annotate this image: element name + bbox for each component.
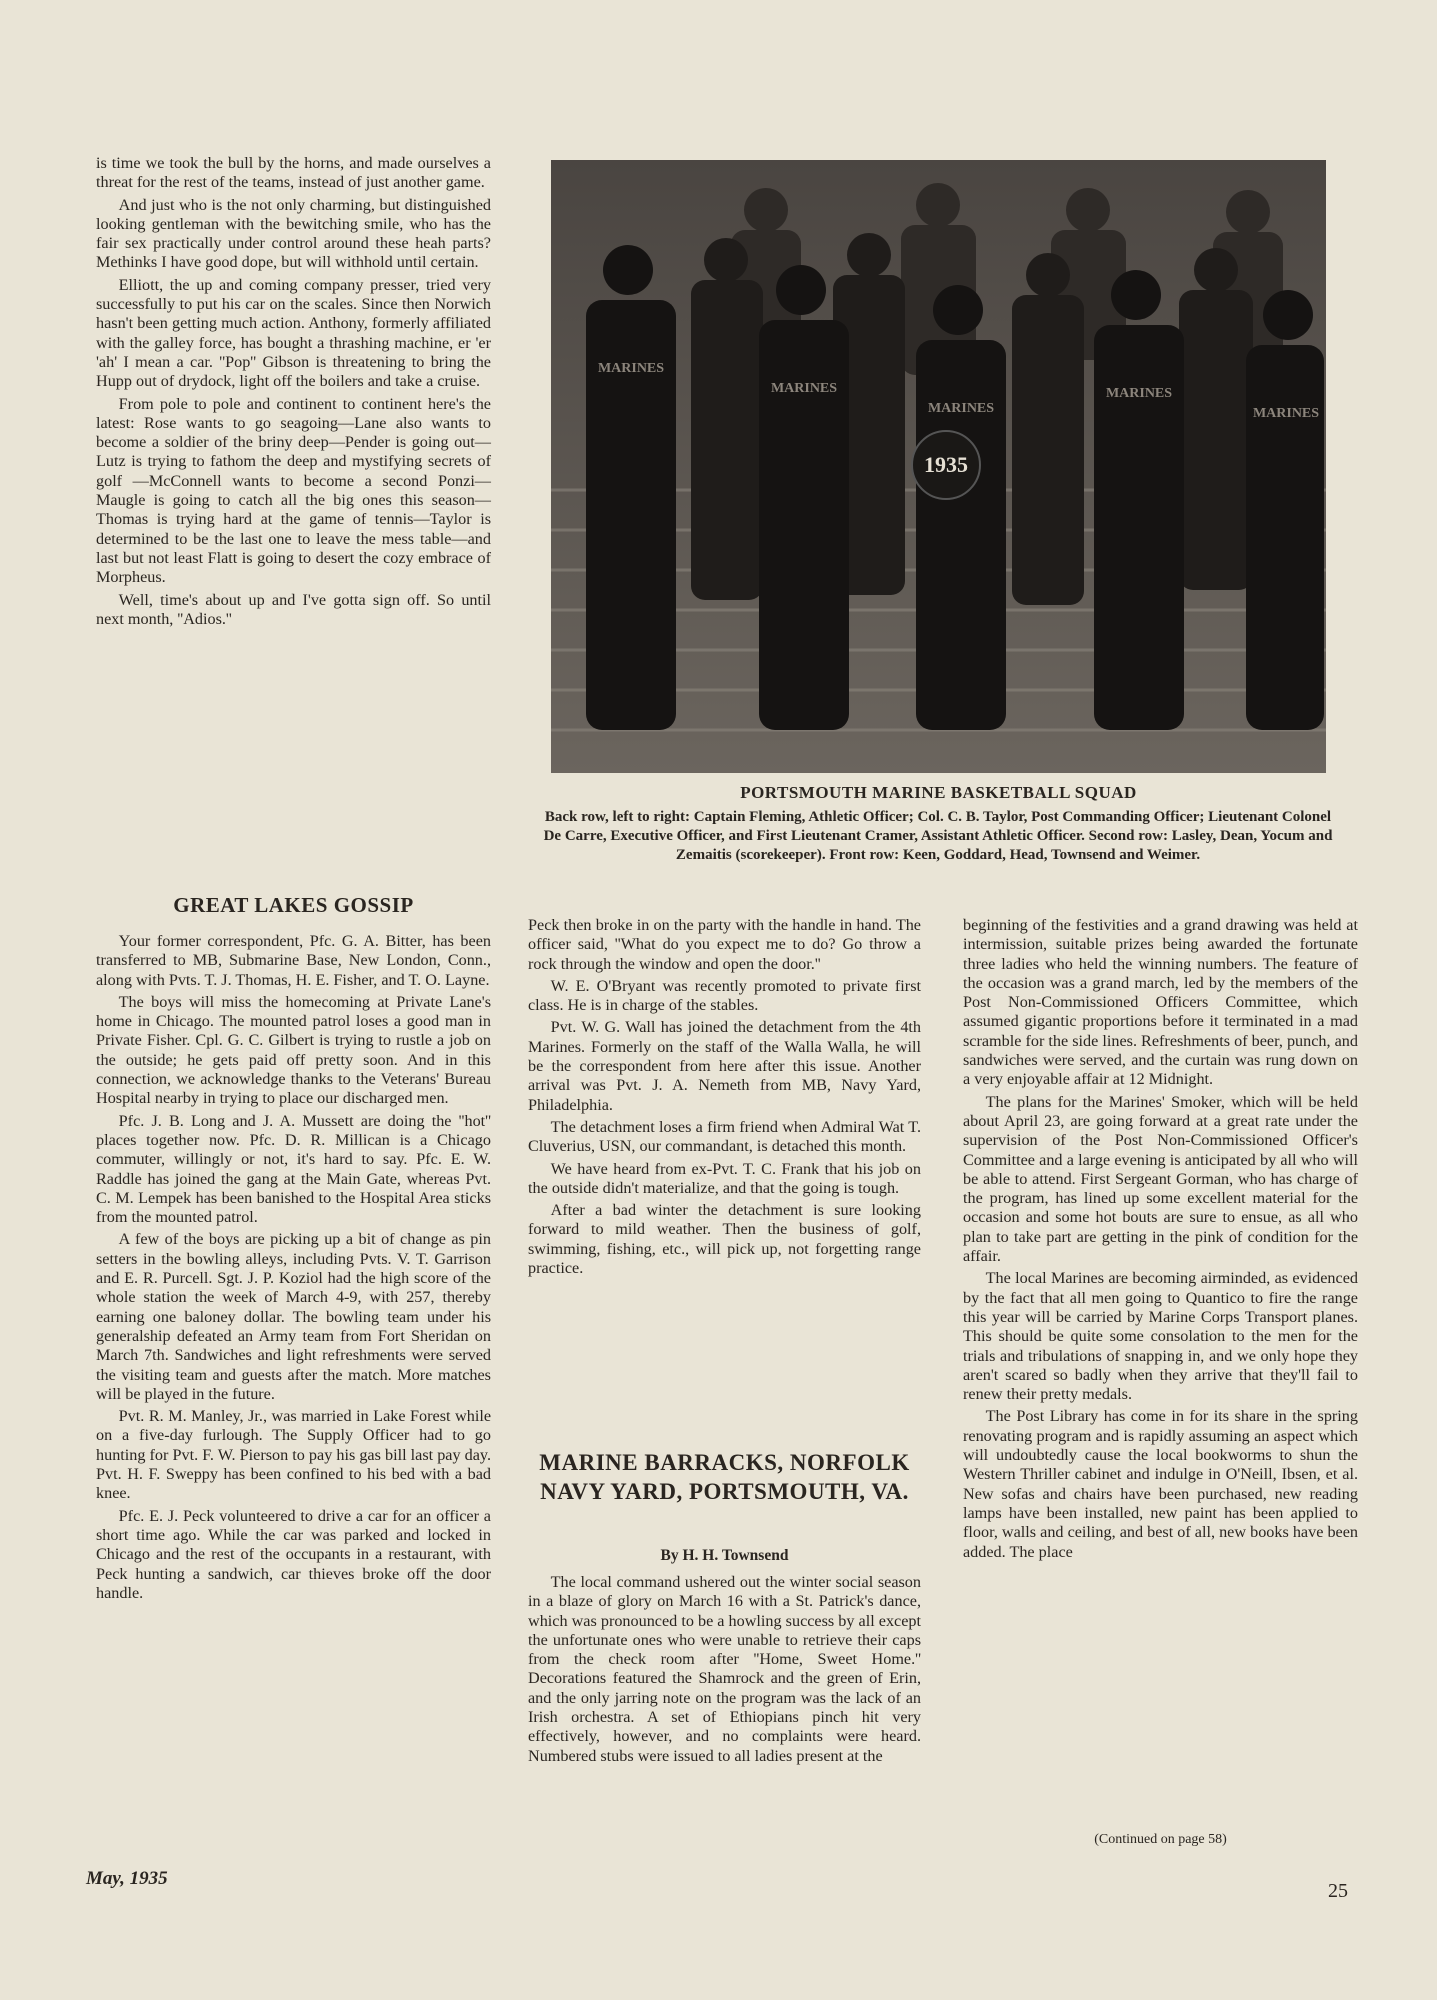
paragraph: And just who is the not only charming, but distinguished looking gentleman with the bewitching smile, who has the fair sex practically under control around these heah parts? Methinks I have good dope, but will withhold until certain.: [96, 195, 491, 272]
byline: By H. H. Townsend: [660, 1547, 789, 1564]
paragraph: From pole to pole and continent to continent here's the latest: Rose wants to go seagoing—Lane also wants to become a soldier of the briny deep—Pender is going out—Lutz is trying to fathom the deep and mystifying secrets of golf —McConnell wants to become a second Ponzi—Maugle is going to catch all the big ones this season—Thomas is trying hard at the game of tennis—Taylor is determined to be the last one to leave the mess table—and last but not least Flatt is going to desert the cozy embrace of Morpheus.: [96, 394, 491, 587]
paragraph: Peck then broke in on the party with the handle in hand. The officer said, ''What do you expect me to do? Go throw a rock through the window and open the door.'': [528, 916, 921, 973]
paragraph: beginning of the festivities and a grand drawing was held at intermission, suitable prizes being awarded the fortunate three ladies who held the winning numbers. The feature of the occasion was a grand march, led by the members of the Post Non-Commissioned Officers Committee, which assumed gigantic proportions before it terminated in a mad scramble for the side lines. Refreshments of beer, punch, and sandwiches were served, and the curtain was rung down on a very enjoyable affair at 12 Midnight.: [963, 916, 1358, 1089]
section-heading: GREAT LAKES GOSSIP: [173, 893, 414, 917]
sweater-text: MARINES: [770, 381, 838, 396]
paragraph: The Post Library has come in for its share in the spring renovating program and is rapidly assuming an aspect which will undoubtedly cause the local bookworms to shun the Western Thriller cabinet and indulge in O'Neill, Ibsen, et al. New sofas and chairs have been purchased, new reading lamps have been installed, new paint has been applied to floor, walls and ceiling, and best of all, new books have been added. The place: [963, 1407, 1358, 1561]
sweater-text: MARINES: [1105, 386, 1173, 401]
section-heading: MARINE BARRACKS, NORFOLK NAVY YARD, PORTSMOUTH, VA.: [539, 1450, 910, 1504]
paragraph: W. E. O'Bryant was recently promoted to private first class. He is in charge of the stables.: [528, 976, 921, 1015]
footer-date: May, 1935: [86, 1868, 168, 1889]
continued-note: (Continued on page 58): [1094, 1832, 1227, 1847]
paragraph: A few of the boys are picking up a bit of change as pin setters in the bowling alleys, including Pvts. V. T. Garrison and E. R. Purcell. Sgt. J. P. Koziol had the high score of the whole station the week of March 4-9, with 257, thereby earning one baloney dollar. The bowling team under his generalship defeated an Army team from Fort Sheridan on March 7th. Sandwiches and light refreshments were served the visiting team and guests after the match. More matches will be played in the future.: [96, 1230, 491, 1403]
right-column: [963, 916, 1358, 1562]
paragraph: Pvt. R. M. Manley, Jr., was married in Lake Forest while on a five-day furlough. The Supply Officer had to go hunting for Pvt. F. W. Pierson to pay his gas bill last pay day. Pvt. H. F. Sweppy has been confined to his bed with a bad knee.: [96, 1407, 491, 1503]
paragraph: Pfc. E. J. Peck volunteered to drive a car for an officer a short time ago. While the car was parked and locked in Chicago and the rest of the occupants in a restaurant, with Peck hunting a sandwich, car thieves broke off the door handle.: [96, 1506, 491, 1602]
paragraph: is time we took the bull by the horns, and made ourselves a threat for the rest of the teams, instead of just another game.: [96, 154, 491, 192]
paragraph: The boys will miss the homecoming at Private Lane's home in Chicago. The mounted patrol loses a good man in Private Fisher. Cpl. G. C. Gilbert is trying to rustle a job on the outside; he gets paid off pretty soon. And in this connection, we acknowledge thanks to the Veterans' Bureau Hospital nearby in trying to place our discharged men.: [96, 992, 491, 1108]
paragraph: We have heard from ex-Pvt. T. C. Frank that his job on the outside didn't materialize, and that the going is tough.: [528, 1159, 921, 1197]
page-number: 25: [1328, 1880, 1348, 1902]
ball-text: 1935: [924, 452, 968, 477]
paragraph: Pvt. W. G. Wall has joined the detachment from the 4th Marines. Formerly on the staff of the Walla Walla, he will be the correspondent from here after this issue. Another arrival was Pvt. J. A. Nemeth from MB, Navy Yard, Philadelphia.: [528, 1018, 921, 1114]
paragraph: Well, time's about up and I've gotta sign off. So until next month, ''Adios.'': [96, 590, 491, 628]
left-column-top: [96, 154, 491, 629]
paragraph: Your former correspondent, Pfc. G. A. Bitter, has been transferred to MB, Submarine Base, New London, Conn., along with Pvts. T. J. Thomas, H. E. Fisher, and T. O. Layne.: [96, 932, 491, 989]
middle-column: [528, 916, 921, 1278]
paragraph: After a bad winter the detachment is sure looking forward to mild weather. Then the business of golf, swimming, fishing, etc., will pick up, not forgetting range practice.: [528, 1201, 921, 1278]
middle-column-lower: [528, 1573, 921, 1766]
team-photo: [551, 160, 1326, 773]
paragraph: Pfc. J. B. Long and J. A. Mussett are doing the ''hot'' places together now. Pfc. D. R. Millican is a Chicago commuter, willingly or not, it's hard to say. Pfc. E. W. Raddle has joined the gang at the Main Gate, whereas Pvt. C. M. Lempek has been banished to the Hospital Area sticks from the mounted patrol.: [96, 1111, 491, 1227]
paragraph: The local Marines are becoming airminded, as evidenced by the fact that all men going to Quantico to fire the range this year will be carried by Marine Corps Transport planes. This should be quite some consolation to the men for the trials and tribulations of snapping in, and we only hope they aren't scared so badly when they arrive that they'll fail to renew their pretty medals.: [963, 1269, 1358, 1404]
paragraph: The plans for the Marines' Smoker, which will be held about April 23, are going forward at a great rate under the supervision of the Post Non-Commissioned Officer's Committee and a large evening is anticipated by all who will be able to attend. First Sergeant Gorman, who has charge of the program, has lined up some excellent material for the occasion and some hot bouts are sure to ensue, as all who plan to take part are getting in the pink of condition for the affair.: [963, 1092, 1358, 1266]
paragraph: The detachment loses a firm friend when Admiral Wat T. Cluverius, USN, our commandant, is detached this month.: [528, 1117, 921, 1156]
paragraph: The local command ushered out the winter social season in a blaze of glory on March 16 with a St. Patrick's dance, which was pronounced to be a howling success by all except the unfortunate ones who were unable to retrieve their caps from the check room after ''Home, Sweet Home.'' Decorations featured the Shamrock and the green of Erin, and the only jarring note on the program was the lack of an Irish orchestra. A set of Ethiopians pinch hit very effectively, however, and no complaints were heard. Numbered stubs were issued to all ladies present at the: [528, 1573, 921, 1765]
photo-caption-body: Back row, left to right: Captain Fleming, Athletic Officer; Col. C. B. Taylor, Post Commanding Officer; Lieutenant Colonel De Carre, Executive Officer, and First Lieutenant Cramer, Assistant Athletic Officer. Second row: Lasley, Dean, Yocum and Zemaitis (scorekeeper). Front row: Keen, Goddard, Head, Townsend and Weimer.: [543, 809, 1333, 863]
left-column-bottom: [96, 932, 491, 1603]
photo-caption-title: PORTSMOUTH MARINE BASKETBALL SQUAD: [740, 783, 1137, 802]
sweater-text: MARINES: [927, 401, 995, 416]
sweater-text: MARINES: [1252, 406, 1320, 421]
paragraph: Elliott, the up and coming company presser, tried very successfully to put his car on the scales. Since then Norwich hasn't been getting much action. Anthony, formerly affiliated with the galley force, has bought a thrashing machine, er 'er 'ah' I mean a car. ''Pop'' Gibson is threatening to bring the Hupp out of drydock, light off the boilers and take a cruise.: [96, 275, 491, 391]
sweater-text: MARINES: [597, 361, 665, 376]
